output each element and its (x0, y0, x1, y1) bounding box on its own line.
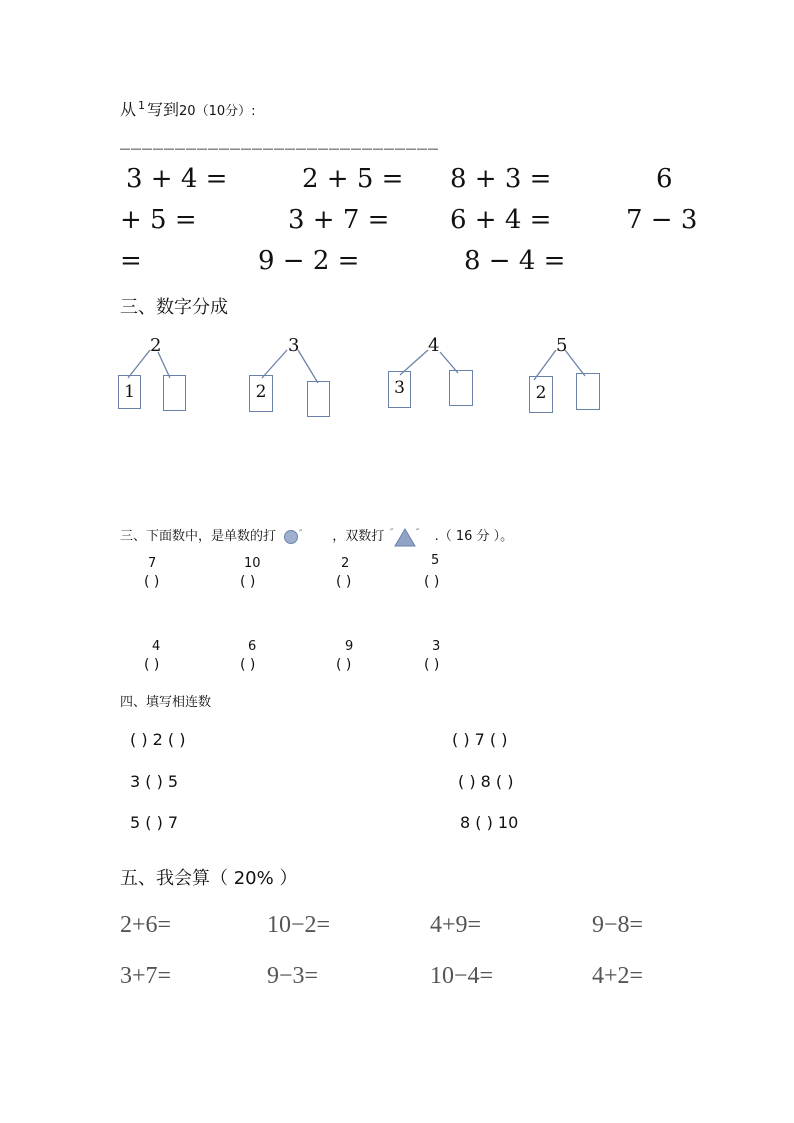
odd-even-heading-part1: 三、下面数中，是单数的打 (120, 529, 277, 544)
calc-item: 9−3= (267, 963, 319, 989)
equation: 6 (656, 164, 673, 194)
split-box-right[interactable] (449, 370, 473, 406)
split-top-number: 4 (428, 335, 440, 356)
odd-even-number: 6 (248, 639, 257, 654)
calc-item: 9−8= (592, 912, 644, 938)
triangle-mark-icon (388, 527, 422, 547)
section-heading-calc: 五、我会算（ 20% ） (120, 868, 298, 889)
consecutive-item[interactable]: 5 ( ) 7 (130, 813, 179, 832)
svg-text:″: ″ (416, 527, 420, 538)
answer-line[interactable]: _____________________________ (120, 126, 439, 150)
odd-even-number: 3 (432, 639, 441, 654)
circle-mark-icon (280, 529, 310, 545)
equation: 6 + 4 = (450, 205, 552, 235)
split-box-left[interactable]: 2 (529, 376, 553, 413)
equation: 8 + 3 = (450, 164, 552, 194)
answer-paren[interactable]: ( ) (336, 657, 352, 673)
odd-even-number: 10 (244, 556, 261, 571)
split-box-left[interactable]: 1 (118, 375, 141, 409)
split-top-number: 3 (288, 335, 300, 356)
split-top-number: 2 (150, 335, 162, 356)
calc-item: 4+2= (592, 963, 644, 989)
answer-paren[interactable]: ( ) (144, 574, 160, 590)
equation: 3 + 4 = (126, 164, 228, 194)
split-box-right[interactable] (163, 375, 186, 411)
split-box-left[interactable]: 2 (249, 375, 273, 412)
title-score: （10分）: (195, 104, 256, 119)
consecutive-item[interactable]: ( ) 2 ( ) (130, 730, 186, 749)
consecutive-item[interactable]: 8 ( ) 10 (460, 813, 519, 832)
svg-text:″: ″ (390, 527, 394, 538)
split-top-number: 5 (556, 335, 568, 356)
consecutive-item[interactable]: 3 ( ) 5 (130, 772, 179, 791)
equation: 9 − 2 = (258, 246, 360, 276)
answer-paren[interactable]: ( ) (240, 574, 256, 590)
title-to: 20 (179, 104, 196, 119)
odd-even-number: 5 (431, 553, 440, 568)
split-box-right[interactable] (576, 373, 600, 410)
calc-item: 10−4= (430, 963, 494, 989)
calc-item: 10−2= (267, 912, 331, 938)
split-box-left[interactable]: 3 (388, 371, 411, 408)
consecutive-item[interactable]: ( ) 7 ( ) (452, 730, 508, 749)
odd-even-heading-part3: .（ 16 分 ）。 (434, 529, 514, 544)
calc-item: 4+9= (430, 912, 482, 938)
equation: 2 + 5 = (302, 164, 404, 194)
calc-item: 3+7= (120, 963, 172, 989)
answer-paren[interactable]: ( ) (240, 657, 256, 673)
odd-even-number: 4 (152, 639, 161, 654)
answer-paren[interactable]: ( ) (144, 657, 160, 673)
equation: + 5 = (120, 205, 197, 235)
calc-item: 2+6= (120, 912, 172, 938)
split-box-right[interactable] (307, 381, 330, 417)
title-from: 1 (138, 98, 146, 112)
odd-even-number: 9 (345, 639, 354, 654)
odd-even-number: 2 (341, 556, 350, 571)
equation: 7 − 3 (626, 205, 698, 235)
equation: 8 − 4 = (464, 246, 566, 276)
title-mid: 写到 (147, 100, 180, 119)
section-heading-split: 三、数字分成 (120, 297, 228, 318)
section-heading-odd-even (120, 525, 513, 547)
odd-even-heading-part2: ，双数打 (332, 529, 385, 544)
answer-paren[interactable]: ( ) (424, 657, 440, 673)
equation: 3 + 7 = (288, 205, 390, 235)
title-prefix: 从 (120, 100, 137, 119)
svg-text:″: ″ (299, 528, 303, 539)
answer-paren[interactable]: ( ) (424, 574, 440, 590)
consecutive-item[interactable]: ( ) 8 ( ) (458, 772, 514, 791)
section-heading-consecutive: 四、填写相连数 (120, 695, 212, 710)
equation: = (120, 246, 142, 276)
odd-even-number: 7 (148, 556, 157, 571)
answer-paren[interactable]: ( ) (336, 574, 352, 590)
